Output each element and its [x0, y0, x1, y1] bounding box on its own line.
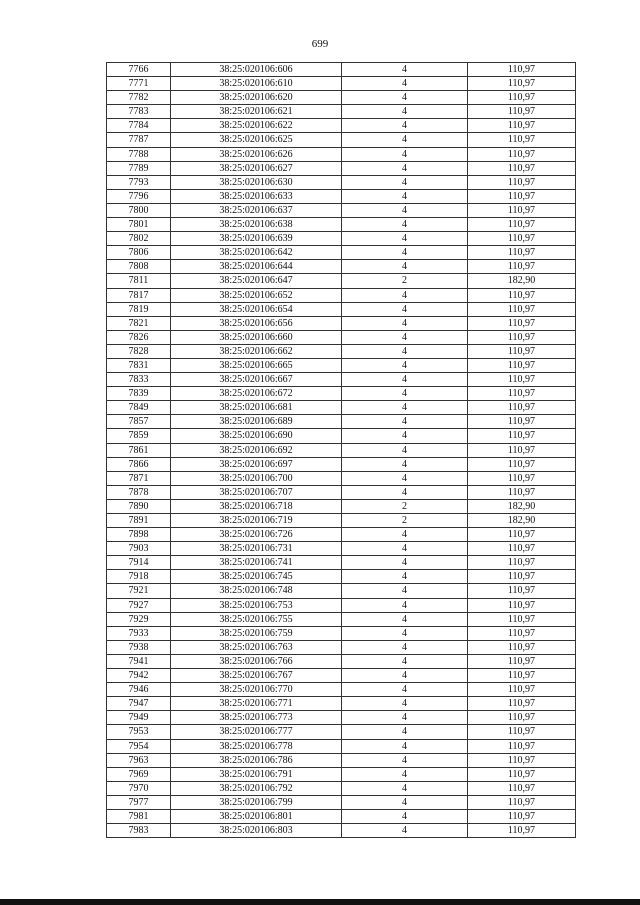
- table-row: [107, 373, 576, 387]
- amount-cell: 110,97: [468, 824, 576, 838]
- table-row: [107, 528, 576, 542]
- amount-cell: 110,97: [468, 232, 576, 246]
- amount-cell: 110,97: [468, 457, 576, 471]
- row-number-cell: 7819: [107, 302, 171, 316]
- cadastral-number-cell: 38:25:020106:718: [171, 499, 342, 513]
- row-number-cell: 7969: [107, 767, 171, 781]
- row-number-cell: 7859: [107, 429, 171, 443]
- quantity-cell: 4: [342, 443, 468, 457]
- amount-cell: 110,97: [468, 260, 576, 274]
- table-row: [107, 753, 576, 767]
- table-row: [107, 809, 576, 823]
- quantity-cell: 4: [342, 387, 468, 401]
- table-row: [107, 232, 576, 246]
- amount-cell: 110,97: [468, 175, 576, 189]
- table-row: [107, 330, 576, 344]
- table-row: [107, 260, 576, 274]
- row-number-cell: 7826: [107, 330, 171, 344]
- scan-edge-band: [0, 899, 640, 905]
- table-row: [107, 556, 576, 570]
- table-row: [107, 697, 576, 711]
- table-row: [107, 218, 576, 232]
- row-number-cell: 7953: [107, 725, 171, 739]
- quantity-cell: 4: [342, 175, 468, 189]
- cadastral-number-cell: 38:25:020106:681: [171, 401, 342, 415]
- row-number-cell: 7927: [107, 598, 171, 612]
- table-row: [107, 499, 576, 513]
- table-row: [107, 63, 576, 77]
- quantity-cell: 4: [342, 725, 468, 739]
- amount-cell: 110,97: [468, 612, 576, 626]
- table-row: [107, 471, 576, 485]
- quantity-cell: 4: [342, 77, 468, 91]
- quantity-cell: 4: [342, 288, 468, 302]
- quantity-cell: 4: [342, 218, 468, 232]
- cadastral-number-cell: 38:25:020106:665: [171, 358, 342, 372]
- quantity-cell: 4: [342, 485, 468, 499]
- amount-cell: 110,97: [468, 640, 576, 654]
- row-number-cell: 7946: [107, 683, 171, 697]
- quantity-cell: 4: [342, 753, 468, 767]
- row-number-cell: 7891: [107, 514, 171, 528]
- amount-cell: 110,97: [468, 739, 576, 753]
- quantity-cell: 4: [342, 739, 468, 753]
- table-row: [107, 189, 576, 203]
- quantity-cell: 4: [342, 640, 468, 654]
- quantity-cell: 4: [342, 373, 468, 387]
- cadastral-number-cell: 38:25:020106:620: [171, 91, 342, 105]
- table-row: [107, 514, 576, 528]
- row-number-cell: 7938: [107, 640, 171, 654]
- cadastral-number-cell: 38:25:020106:803: [171, 824, 342, 838]
- cadastral-number-cell: 38:25:020106:642: [171, 246, 342, 260]
- table-row: [107, 725, 576, 739]
- table-row: [107, 570, 576, 584]
- cadastral-number-cell: 38:25:020106:778: [171, 739, 342, 753]
- cadastral-number-cell: 38:25:020106:689: [171, 415, 342, 429]
- table-row: [107, 105, 576, 119]
- registry-table: [106, 62, 576, 838]
- amount-cell: 110,97: [468, 570, 576, 584]
- amount-cell: 110,97: [468, 485, 576, 499]
- cadastral-number-cell: 38:25:020106:622: [171, 119, 342, 133]
- amount-cell: 110,97: [468, 542, 576, 556]
- row-number-cell: 7849: [107, 401, 171, 415]
- row-number-cell: 7821: [107, 316, 171, 330]
- quantity-cell: 4: [342, 683, 468, 697]
- cadastral-number-cell: 38:25:020106:786: [171, 753, 342, 767]
- cadastral-number-cell: 38:25:020106:692: [171, 443, 342, 457]
- row-number-cell: 7782: [107, 91, 171, 105]
- quantity-cell: 4: [342, 358, 468, 372]
- cadastral-number-cell: 38:25:020106:792: [171, 781, 342, 795]
- quantity-cell: 4: [342, 330, 468, 344]
- cadastral-number-cell: 38:25:020106:637: [171, 203, 342, 217]
- quantity-cell: 4: [342, 824, 468, 838]
- row-number-cell: 7831: [107, 358, 171, 372]
- row-number-cell: 7933: [107, 626, 171, 640]
- quantity-cell: 4: [342, 711, 468, 725]
- cadastral-number-cell: 38:25:020106:770: [171, 683, 342, 697]
- amount-cell: 182,90: [468, 514, 576, 528]
- row-number-cell: 7871: [107, 471, 171, 485]
- cadastral-number-cell: 38:25:020106:667: [171, 373, 342, 387]
- amount-cell: 110,97: [468, 161, 576, 175]
- row-number-cell: 7766: [107, 63, 171, 77]
- amount-cell: 110,97: [468, 415, 576, 429]
- table-row: [107, 274, 576, 288]
- quantity-cell: 4: [342, 161, 468, 175]
- quantity-cell: 4: [342, 260, 468, 274]
- amount-cell: 110,97: [468, 133, 576, 147]
- table-row: [107, 457, 576, 471]
- row-number-cell: 7808: [107, 260, 171, 274]
- cadastral-number-cell: 38:25:020106:606: [171, 63, 342, 77]
- cadastral-number-cell: 38:25:020106:644: [171, 260, 342, 274]
- row-number-cell: 7903: [107, 542, 171, 556]
- cadastral-number-cell: 38:25:020106:621: [171, 105, 342, 119]
- table-row: [107, 175, 576, 189]
- quantity-cell: 4: [342, 697, 468, 711]
- quantity-cell: 4: [342, 133, 468, 147]
- amount-cell: 110,97: [468, 147, 576, 161]
- row-number-cell: 7784: [107, 119, 171, 133]
- row-number-cell: 7878: [107, 485, 171, 499]
- cadastral-number-cell: 38:25:020106:626: [171, 147, 342, 161]
- cadastral-number-cell: 38:25:020106:766: [171, 654, 342, 668]
- row-number-cell: 7921: [107, 584, 171, 598]
- table-row: [107, 669, 576, 683]
- row-number-cell: 7806: [107, 246, 171, 260]
- quantity-cell: 4: [342, 189, 468, 203]
- table-row: [107, 387, 576, 401]
- amount-cell: 110,97: [468, 654, 576, 668]
- quantity-cell: 4: [342, 429, 468, 443]
- quantity-cell: 4: [342, 626, 468, 640]
- quantity-cell: 4: [342, 232, 468, 246]
- amount-cell: 110,97: [468, 373, 576, 387]
- registry-table-body: [107, 63, 576, 838]
- cadastral-number-cell: 38:25:020106:753: [171, 598, 342, 612]
- row-number-cell: 7890: [107, 499, 171, 513]
- amount-cell: 110,97: [468, 330, 576, 344]
- cadastral-number-cell: 38:25:020106:660: [171, 330, 342, 344]
- amount-cell: 110,97: [468, 556, 576, 570]
- cadastral-number-cell: 38:25:020106:672: [171, 387, 342, 401]
- table-row: [107, 358, 576, 372]
- cadastral-number-cell: 38:25:020106:799: [171, 795, 342, 809]
- row-number-cell: 7796: [107, 189, 171, 203]
- row-number-cell: 7941: [107, 654, 171, 668]
- quantity-cell: 4: [342, 105, 468, 119]
- quantity-cell: 4: [342, 570, 468, 584]
- row-number-cell: 7789: [107, 161, 171, 175]
- quantity-cell: 4: [342, 528, 468, 542]
- amount-cell: 110,97: [468, 711, 576, 725]
- amount-cell: 182,90: [468, 274, 576, 288]
- row-number-cell: 7801: [107, 218, 171, 232]
- row-number-cell: 7861: [107, 443, 171, 457]
- quantity-cell: 4: [342, 63, 468, 77]
- quantity-cell: 4: [342, 471, 468, 485]
- cadastral-number-cell: 38:25:020106:791: [171, 767, 342, 781]
- cadastral-number-cell: 38:25:020106:627: [171, 161, 342, 175]
- row-number-cell: 7839: [107, 387, 171, 401]
- quantity-cell: 2: [342, 499, 468, 513]
- row-number-cell: 7817: [107, 288, 171, 302]
- cadastral-number-cell: 38:25:020106:707: [171, 485, 342, 499]
- amount-cell: 110,97: [468, 429, 576, 443]
- quantity-cell: 4: [342, 457, 468, 471]
- quantity-cell: 4: [342, 302, 468, 316]
- amount-cell: 110,97: [468, 584, 576, 598]
- table-row: [107, 626, 576, 640]
- table-row: [107, 767, 576, 781]
- row-number-cell: 7833: [107, 373, 171, 387]
- cadastral-number-cell: 38:25:020106:662: [171, 344, 342, 358]
- amount-cell: 110,97: [468, 218, 576, 232]
- quantity-cell: 4: [342, 669, 468, 683]
- quantity-cell: 4: [342, 203, 468, 217]
- table-row: [107, 302, 576, 316]
- row-number-cell: 7800: [107, 203, 171, 217]
- row-number-cell: 7857: [107, 415, 171, 429]
- quantity-cell: 4: [342, 401, 468, 415]
- quantity-cell: 4: [342, 654, 468, 668]
- row-number-cell: 7788: [107, 147, 171, 161]
- amount-cell: 110,97: [468, 471, 576, 485]
- table-row: [107, 584, 576, 598]
- table-row: [107, 485, 576, 499]
- table-row: [107, 683, 576, 697]
- row-number-cell: 7914: [107, 556, 171, 570]
- table-row: [107, 288, 576, 302]
- cadastral-number-cell: 38:25:020106:654: [171, 302, 342, 316]
- quantity-cell: 4: [342, 795, 468, 809]
- table-row: [107, 77, 576, 91]
- amount-cell: 110,97: [468, 358, 576, 372]
- quantity-cell: 4: [342, 344, 468, 358]
- amount-cell: 110,97: [468, 288, 576, 302]
- table-row: [107, 598, 576, 612]
- cadastral-number-cell: 38:25:020106:652: [171, 288, 342, 302]
- row-number-cell: 7954: [107, 739, 171, 753]
- amount-cell: 110,97: [468, 725, 576, 739]
- table-row: [107, 654, 576, 668]
- cadastral-number-cell: 38:25:020106:763: [171, 640, 342, 654]
- cadastral-number-cell: 38:25:020106:759: [171, 626, 342, 640]
- amount-cell: 110,97: [468, 809, 576, 823]
- cadastral-number-cell: 38:25:020106:647: [171, 274, 342, 288]
- row-number-cell: 7828: [107, 344, 171, 358]
- table-row: [107, 344, 576, 358]
- quantity-cell: 4: [342, 147, 468, 161]
- cadastral-number-cell: 38:25:020106:656: [171, 316, 342, 330]
- amount-cell: 110,97: [468, 626, 576, 640]
- cadastral-number-cell: 38:25:020106:777: [171, 725, 342, 739]
- quantity-cell: 4: [342, 612, 468, 626]
- table-row: [107, 246, 576, 260]
- table-row: [107, 795, 576, 809]
- amount-cell: 110,97: [468, 316, 576, 330]
- amount-cell: 110,97: [468, 344, 576, 358]
- amount-cell: 110,97: [468, 753, 576, 767]
- row-number-cell: 7983: [107, 824, 171, 838]
- cadastral-number-cell: 38:25:020106:633: [171, 189, 342, 203]
- table-row: [107, 781, 576, 795]
- row-number-cell: 7981: [107, 809, 171, 823]
- amount-cell: 110,97: [468, 669, 576, 683]
- amount-cell: 110,97: [468, 189, 576, 203]
- row-number-cell: 7929: [107, 612, 171, 626]
- cadastral-number-cell: 38:25:020106:801: [171, 809, 342, 823]
- amount-cell: 110,97: [468, 528, 576, 542]
- amount-cell: 182,90: [468, 499, 576, 513]
- table-row: [107, 739, 576, 753]
- amount-cell: 110,97: [468, 795, 576, 809]
- cadastral-number-cell: 38:25:020106:610: [171, 77, 342, 91]
- amount-cell: 110,97: [468, 683, 576, 697]
- table-row: [107, 612, 576, 626]
- table-row: [107, 161, 576, 175]
- table-row: [107, 711, 576, 725]
- row-number-cell: 7783: [107, 105, 171, 119]
- table-row: [107, 443, 576, 457]
- amount-cell: 110,97: [468, 781, 576, 795]
- table-row: [107, 542, 576, 556]
- row-number-cell: 7866: [107, 457, 171, 471]
- table-row: [107, 147, 576, 161]
- amount-cell: 110,97: [468, 63, 576, 77]
- row-number-cell: 7949: [107, 711, 171, 725]
- quantity-cell: 4: [342, 542, 468, 556]
- cadastral-number-cell: 38:25:020106:771: [171, 697, 342, 711]
- table-row: [107, 316, 576, 330]
- row-number-cell: 7802: [107, 232, 171, 246]
- row-number-cell: 7793: [107, 175, 171, 189]
- quantity-cell: 4: [342, 91, 468, 105]
- table-row: [107, 119, 576, 133]
- cadastral-number-cell: 38:25:020106:719: [171, 514, 342, 528]
- row-number-cell: 7771: [107, 77, 171, 91]
- quantity-cell: 4: [342, 246, 468, 260]
- quantity-cell: 4: [342, 598, 468, 612]
- cadastral-number-cell: 38:25:020106:767: [171, 669, 342, 683]
- cadastral-number-cell: 38:25:020106:741: [171, 556, 342, 570]
- amount-cell: 110,97: [468, 401, 576, 415]
- row-number-cell: 7970: [107, 781, 171, 795]
- amount-cell: 110,97: [468, 203, 576, 217]
- cadastral-number-cell: 38:25:020106:731: [171, 542, 342, 556]
- amount-cell: 110,97: [468, 91, 576, 105]
- quantity-cell: 2: [342, 274, 468, 288]
- cadastral-number-cell: 38:25:020106:690: [171, 429, 342, 443]
- quantity-cell: 4: [342, 119, 468, 133]
- cadastral-number-cell: 38:25:020106:726: [171, 528, 342, 542]
- amount-cell: 110,97: [468, 246, 576, 260]
- quantity-cell: 4: [342, 781, 468, 795]
- cadastral-number-cell: 38:25:020106:625: [171, 133, 342, 147]
- row-number-cell: 7787: [107, 133, 171, 147]
- quantity-cell: 4: [342, 584, 468, 598]
- quantity-cell: 2: [342, 514, 468, 528]
- quantity-cell: 4: [342, 556, 468, 570]
- amount-cell: 110,97: [468, 697, 576, 711]
- row-number-cell: 7898: [107, 528, 171, 542]
- quantity-cell: 4: [342, 415, 468, 429]
- table-row: [107, 401, 576, 415]
- table-row: [107, 824, 576, 838]
- cadastral-number-cell: 38:25:020106:773: [171, 711, 342, 725]
- row-number-cell: 7947: [107, 697, 171, 711]
- row-number-cell: 7963: [107, 753, 171, 767]
- amount-cell: 110,97: [468, 302, 576, 316]
- page-number: 699: [311, 38, 329, 50]
- table-row: [107, 91, 576, 105]
- table-row: [107, 429, 576, 443]
- table-row: [107, 203, 576, 217]
- table-row: [107, 133, 576, 147]
- cadastral-number-cell: 38:25:020106:639: [171, 232, 342, 246]
- amount-cell: 110,97: [468, 443, 576, 457]
- amount-cell: 110,97: [468, 119, 576, 133]
- cadastral-number-cell: 38:25:020106:638: [171, 218, 342, 232]
- amount-cell: 110,97: [468, 387, 576, 401]
- row-number-cell: 7918: [107, 570, 171, 584]
- amount-cell: 110,97: [468, 77, 576, 91]
- amount-cell: 110,97: [468, 105, 576, 119]
- row-number-cell: 7811: [107, 274, 171, 288]
- amount-cell: 110,97: [468, 767, 576, 781]
- cadastral-number-cell: 38:25:020106:755: [171, 612, 342, 626]
- row-number-cell: 7977: [107, 795, 171, 809]
- row-number-cell: 7942: [107, 669, 171, 683]
- cadastral-number-cell: 38:25:020106:700: [171, 471, 342, 485]
- table-row: [107, 415, 576, 429]
- cadastral-number-cell: 38:25:020106:745: [171, 570, 342, 584]
- cadastral-number-cell: 38:25:020106:697: [171, 457, 342, 471]
- table-row: [107, 640, 576, 654]
- cadastral-number-cell: 38:25:020106:630: [171, 175, 342, 189]
- amount-cell: 110,97: [468, 598, 576, 612]
- quantity-cell: 4: [342, 809, 468, 823]
- quantity-cell: 4: [342, 316, 468, 330]
- cadastral-number-cell: 38:25:020106:748: [171, 584, 342, 598]
- quantity-cell: 4: [342, 767, 468, 781]
